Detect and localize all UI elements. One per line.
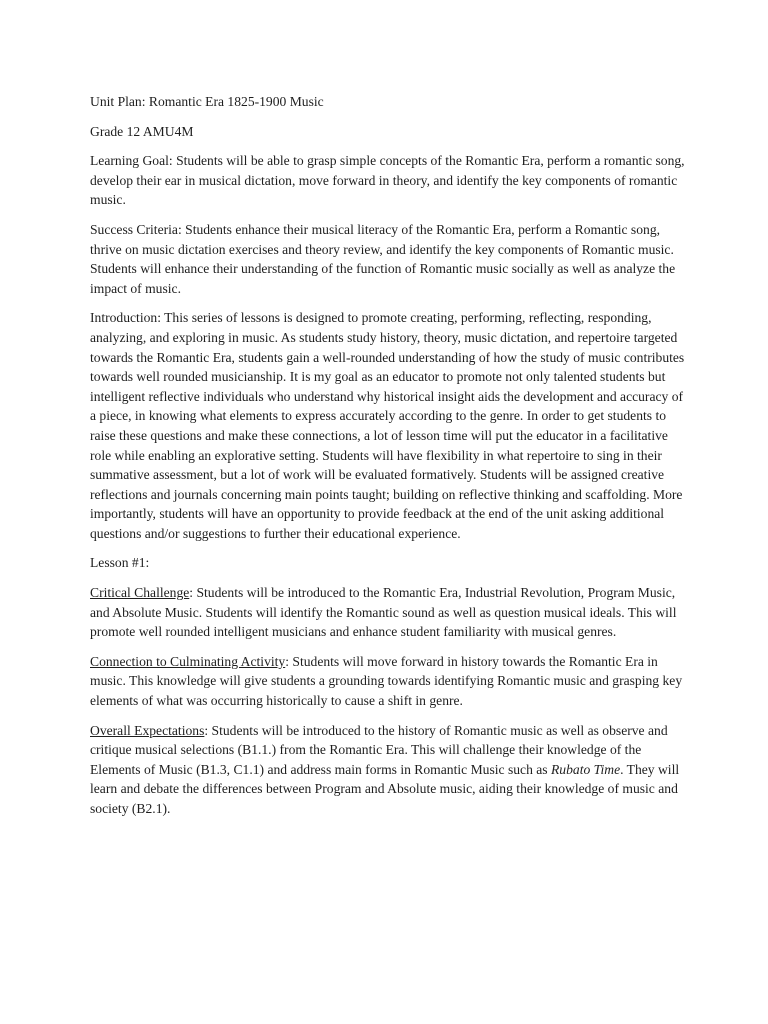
document-page (90, 92, 690, 829)
lesson-heading: Lesson #1: (90, 555, 150, 571)
culminating-activity-paragraph (90, 652, 690, 711)
unit-plan-title: Unit Plan: Romantic Era 1825-1900 Music (90, 94, 324, 109)
overall-expectations-text-before: : Students will be introduced to the history of Romantic music as well as observe and critique musical selections (B1.1.) from the Romantic Era. This will challenge their knowledge of the Elements of Music (B1.3, C1.1) and address main forms in Romantic Music such as (90, 722, 668, 777)
culminating-activity-label: Connection to Culminating Activity (90, 653, 286, 669)
learning-goal-paragraph: Learning Goal: Students will be able to grasp simple concepts of the Romantic Era, perform a romantic song, develop their ear in musical dictation, move forward in theory, and identify the key components of romantic music. (90, 153, 685, 208)
success-criteria-paragraph: Success Criteria: Students enhance their musical literacy of the Romantic Era, perform a Romantic song, thrive on music dictation exercises and theory review, and identify the key components of Romantic music. Students will enhance their understanding of the function of Romantic music socially as well as analyze the impact of music. (90, 221, 676, 296)
rubato-time-term: Rubato Time (551, 761, 621, 777)
introduction-paragraph: Introduction: This series of lessons is designed to promote creating, performing, reflecting, responding, analyzing, and exploring in music. As students study history, theory, music dictation, and repertoire targeted towards the Romantic Era, students gain a well-rounded understanding of how the study of music contributes towards well rounded musicianship. It is my goal as an educator to promote not only talented students but intelligent reflective individuals who understand why historical insight aids the development and accuracy of a piece, in knowing what elements to express accurately according to the genre. In order to get students to raise these questions and make these connections, a lot of lesson time will put the educator in a facilitative role while enabling an explorative setting. Students will have flexibility in what repertoire to sing in their summative assessment, but a lot of work will be evaluated formatively. Students will be assigned creative reflections and journals concerning main points taught; building on reflective thinking and scaffolding. More importantly, students will have an opportunity to provide feedback at the end of the unit asking additional questions and/or suggestions to further their educational experience. (90, 310, 685, 541)
culminating-activity-text: : Students will move forward in history towards the Romantic Era in music. This knowledge will give students a grounding towards identifying Romantic music and grasping key elements of what was occurring historically to cause a shift in genre. (90, 653, 683, 709)
critical-challenge-label: Critical Challenge (90, 585, 190, 601)
grade-line: Grade 12 AMU4M (90, 123, 194, 139)
overall-expectations-paragraph (90, 721, 690, 819)
overall-expectations-label: Overall Expectations (90, 722, 205, 738)
critical-challenge-text: : Students will be introduced to the Romantic Era, Industrial Revolution, Program Music, and Absolute Music. Students will identify the Romantic sound as well as question musical ideals. This will promote well rounded intelligent musicians and enhance student familiarity with musical genres. (90, 585, 677, 640)
overall-expectations-text-after: . They will learn and debate the differences between Program and Absolute music, aiding their knowledge of music and society (B2.1). (90, 761, 680, 816)
critical-challenge-paragraph (90, 583, 690, 642)
